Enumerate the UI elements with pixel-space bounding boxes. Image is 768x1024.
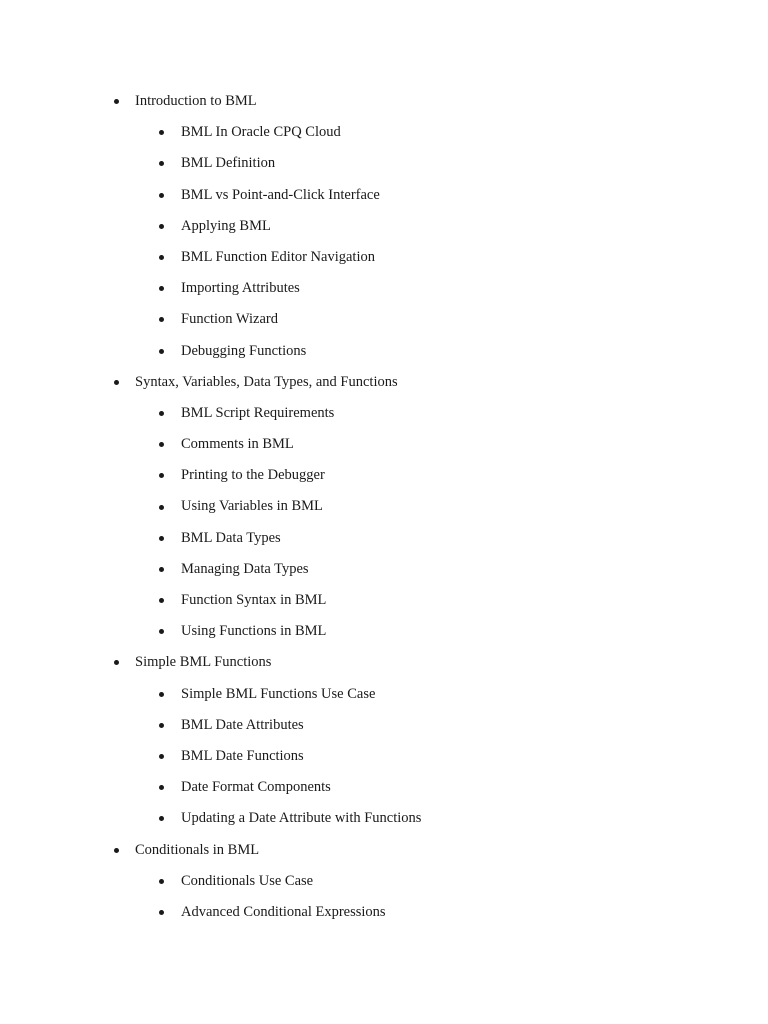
outline-item-text: Date Format Components (181, 779, 331, 796)
outline-subitem (0, 803, 768, 834)
bullet-icon (159, 286, 164, 291)
outline-item-text: Function Wizard (181, 311, 279, 328)
outline-item-text: Function Syntax in BML (181, 592, 327, 608)
outline-item-text: BML Data Types (181, 529, 281, 546)
outline-item-text: Using Functions in BML (181, 623, 327, 640)
bullet-icon (114, 660, 119, 665)
outline-subitem (0, 211, 768, 242)
bullet-icon (159, 723, 164, 728)
outline-item-text: Importing Attributes (181, 280, 300, 297)
bullet-icon (159, 879, 164, 884)
outline-item (0, 367, 768, 398)
outline-item-text: Managing Data Types (181, 560, 309, 577)
bullet-icon (159, 255, 164, 260)
outline-subitem (0, 429, 768, 460)
outline-subitem (0, 679, 768, 710)
bullet-icon (159, 754, 164, 759)
outline-subitem (0, 336, 768, 367)
outline-item-text: BML Date Functions (181, 747, 304, 764)
bullet-icon (159, 816, 164, 821)
bullet-icon (159, 785, 164, 790)
bullet-icon (159, 442, 164, 447)
bullet-icon (159, 910, 164, 915)
outline-item-text: Conditionals in BML (135, 841, 260, 858)
bullet-icon (159, 130, 164, 135)
outline-item (0, 835, 768, 866)
bullet-icon (159, 505, 164, 510)
bullet-icon (159, 567, 164, 572)
outline-subitem (0, 273, 768, 304)
bullet-icon (114, 848, 119, 853)
bullet-icon (159, 193, 164, 198)
outline-item-text: Applying BML (181, 217, 271, 234)
outline-item-text: BML In Oracle CPQ Cloud (181, 124, 341, 141)
outline-item-text: Printing to the Debugger (181, 467, 325, 484)
outline-item-text: Updating a Date Attribute with Functions (181, 810, 422, 827)
bullet-icon (159, 473, 164, 478)
outline-item-text: Syntax, Variables, Data Types, and Functions (135, 373, 398, 390)
outline-item-text: Introduction to BML (135, 93, 257, 109)
bullet-icon (159, 692, 164, 697)
bullet-icon (114, 380, 119, 385)
outline-item-text: Debugging Functions (181, 342, 307, 359)
outline-item-text: Conditionals Use Case (181, 872, 314, 889)
outline-subitem (0, 398, 768, 429)
outline-item (0, 647, 768, 678)
outline-subitem (0, 242, 768, 273)
bullet-icon (159, 598, 164, 603)
outline-item (0, 86, 768, 117)
bullet-icon (159, 411, 164, 416)
outline-item-text: BML Date Attributes (181, 716, 304, 733)
outline-subitem (0, 117, 768, 148)
outline-subitem (0, 491, 768, 522)
outline-item-text: BML Definition (181, 155, 276, 172)
bullet-icon (159, 317, 164, 322)
outline-item-text: Simple BML Functions Use Case (181, 685, 376, 702)
bullet-icon (159, 629, 164, 634)
outline-subitem (0, 897, 768, 928)
outline-item-text: BML Function Editor Navigation (181, 248, 375, 265)
outline-item-text: Simple BML Functions (135, 654, 272, 671)
outline-subitem (0, 304, 768, 335)
outline-subitem (0, 148, 768, 179)
outline-subitem (0, 772, 768, 803)
outline-subitem (0, 180, 768, 211)
outline-subitem (0, 460, 768, 491)
bullet-icon (159, 224, 164, 229)
outline-subitem (0, 710, 768, 741)
outline-subitem (0, 616, 768, 647)
outline-subitem (0, 554, 768, 585)
outline-item-text: Using Variables in BML (181, 498, 323, 515)
outline-subitem (0, 585, 768, 616)
outline-subitem (0, 523, 768, 554)
outline-item-text: Comments in BML (181, 436, 294, 453)
outline-item-text: Advanced Conditional Expressions (181, 903, 386, 920)
outline-item-text: BML Script Requirements (181, 404, 335, 421)
bullet-icon (159, 349, 164, 354)
outline-item-text: BML vs Point-and-Click Interface (181, 186, 380, 203)
bullet-icon (114, 99, 119, 104)
outline-subitem (0, 741, 768, 772)
bullet-icon (159, 161, 164, 166)
course-outline-list (0, 86, 768, 928)
bullet-icon (159, 536, 164, 541)
outline-subitem (0, 866, 768, 897)
